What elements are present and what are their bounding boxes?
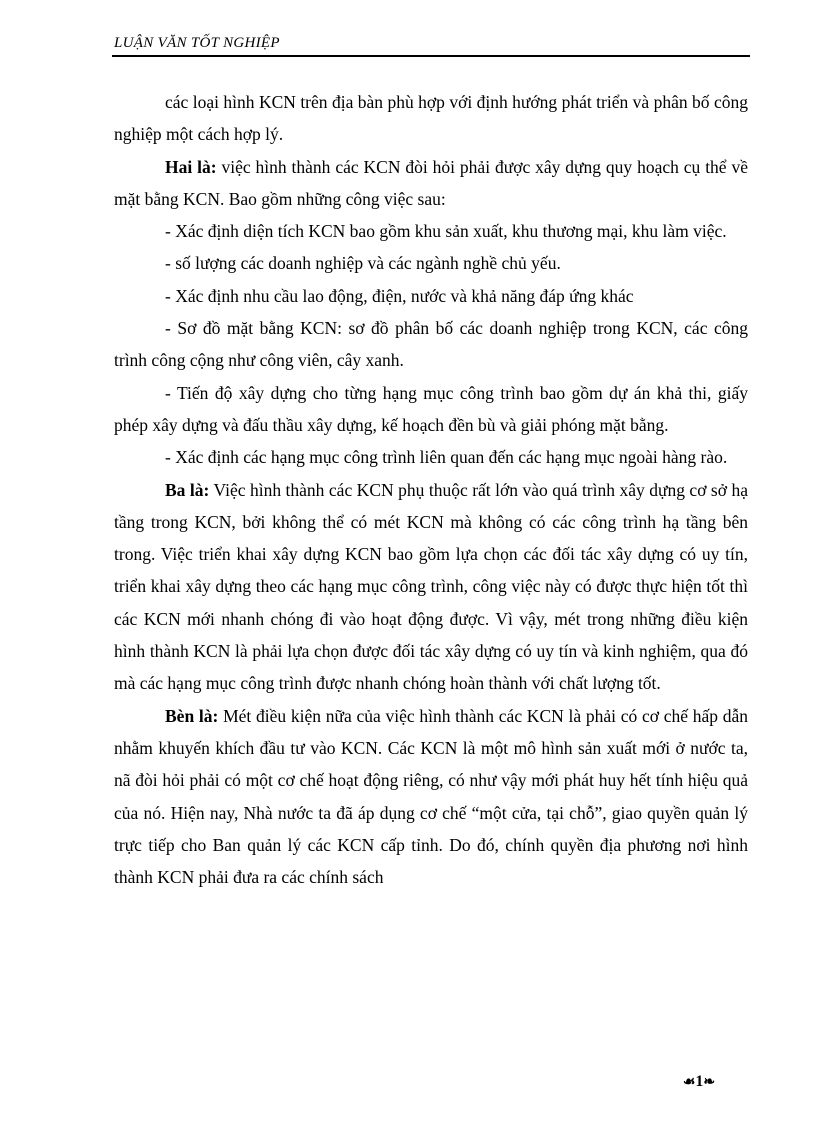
ornament-left-icon: ☙ xyxy=(682,1074,696,1090)
list-item-tien-do: - Tiến độ xây dựng cho từng hạng mục công trình bao gồm dự án khả thi, giấy phép xây dựng và đấu thầu xây dựng, kế hoạch đền bù và giải phóng mặt bằng. xyxy=(114,382,748,435)
paragraph-ba-la xyxy=(114,474,748,700)
list-item-nhu-cau: - Xác định nhu cầu lao động, điện, nước và khả năng đáp ứng khác xyxy=(165,285,634,306)
paragraph-text: việc hình thành các KCN đòi hỏi phải được xây dựng quy hoạch cụ thể về mặt bằng KCN. Bao gồm những công việc sau: xyxy=(114,156,748,209)
ornament-right-icon: ❧ xyxy=(703,1074,716,1090)
list-item-dien-tich: - Xác định diện tích KCN bao gồm khu sản xuất, khu thương mại, khu làm việc. xyxy=(165,221,727,242)
paragraph-lead: Hai là: xyxy=(165,156,217,177)
document-body xyxy=(114,86,748,893)
paragraph-lead: Bèn là: xyxy=(165,705,219,726)
page-number: 1 xyxy=(695,1073,704,1090)
paragraph-bon-la xyxy=(114,700,748,894)
list-item-so-do: - Sơ đồ mặt bằng KCN: sơ đồ phân bố các doanh nghiệp trong KCN, các công trình công cộng như công viên, cây xanh. xyxy=(114,318,748,371)
paragraph-lead: Ba là: xyxy=(165,479,210,500)
list-item-hang-muc: - Xác định các hạng mục công trình liên quan đến các hạng mục ngoài hàng rào. xyxy=(165,447,728,468)
paragraph-text: Việc hình thành các KCN phụ thuộc rất lớn vào quá trình xây dựng cơ sở hạ tầng trong KCN, bởi không thể có mét KCN mà không có các công trình hạ tầng bên trong. Việc triển khai xây dựng KCN bao gồm lựa chọn các đối tác xây dựng có uy tín, triển khai xây dựng theo các hạng mục công trình, công việc này có được thực hiện tốt thì các KCN mới nhanh chóng đi vào hoạt động được. Vì vậy, mét trong những điều kiện hình thành KCN là phải lựa chọn được đối tác xây dựng có uy tín và kinh nghiệm, qua đó mà các hạng mục công trình được nhanh chóng hoàn thành với chất lượng tốt. xyxy=(114,479,748,694)
page-footer xyxy=(664,1073,734,1093)
page-header xyxy=(112,33,750,57)
paragraph-continuation: các loại hình KCN trên địa bàn phù hợp với định hướng phát triển và phân bố công nghiệp một cách hợp lý. xyxy=(114,92,748,145)
paragraph-hai-la xyxy=(114,151,748,216)
list-item-so-luong: - số lượng các doanh nghiệp và các ngành nghề chủ yếu. xyxy=(165,253,561,274)
paragraph-text: Mét điều kiện nữa của việc hình thành các KCN là phải có cơ chế hấp dẫn nhằm khuyến khích đầu tư vào KCN. Các KCN là một mô hình sản xuất mới ở nước ta, nã đòi hỏi phải có một cơ chế hoạt động riêng, có như vậy mới phát huy hết tính hiệu quả của nó. Hiện nay, Nhà nước ta đã áp dụng cơ chế “một cửa, tại chỗ”, giao quyền quản lý trực tiếp cho Ban quản lý các KCN cấp tỉnh. Do đó, chính quyền địa phương nơi hình thành KCN phải đưa ra các chính sách xyxy=(114,705,748,888)
header-title: LUẬN VĂN TỐT NGHIỆP xyxy=(114,35,280,51)
